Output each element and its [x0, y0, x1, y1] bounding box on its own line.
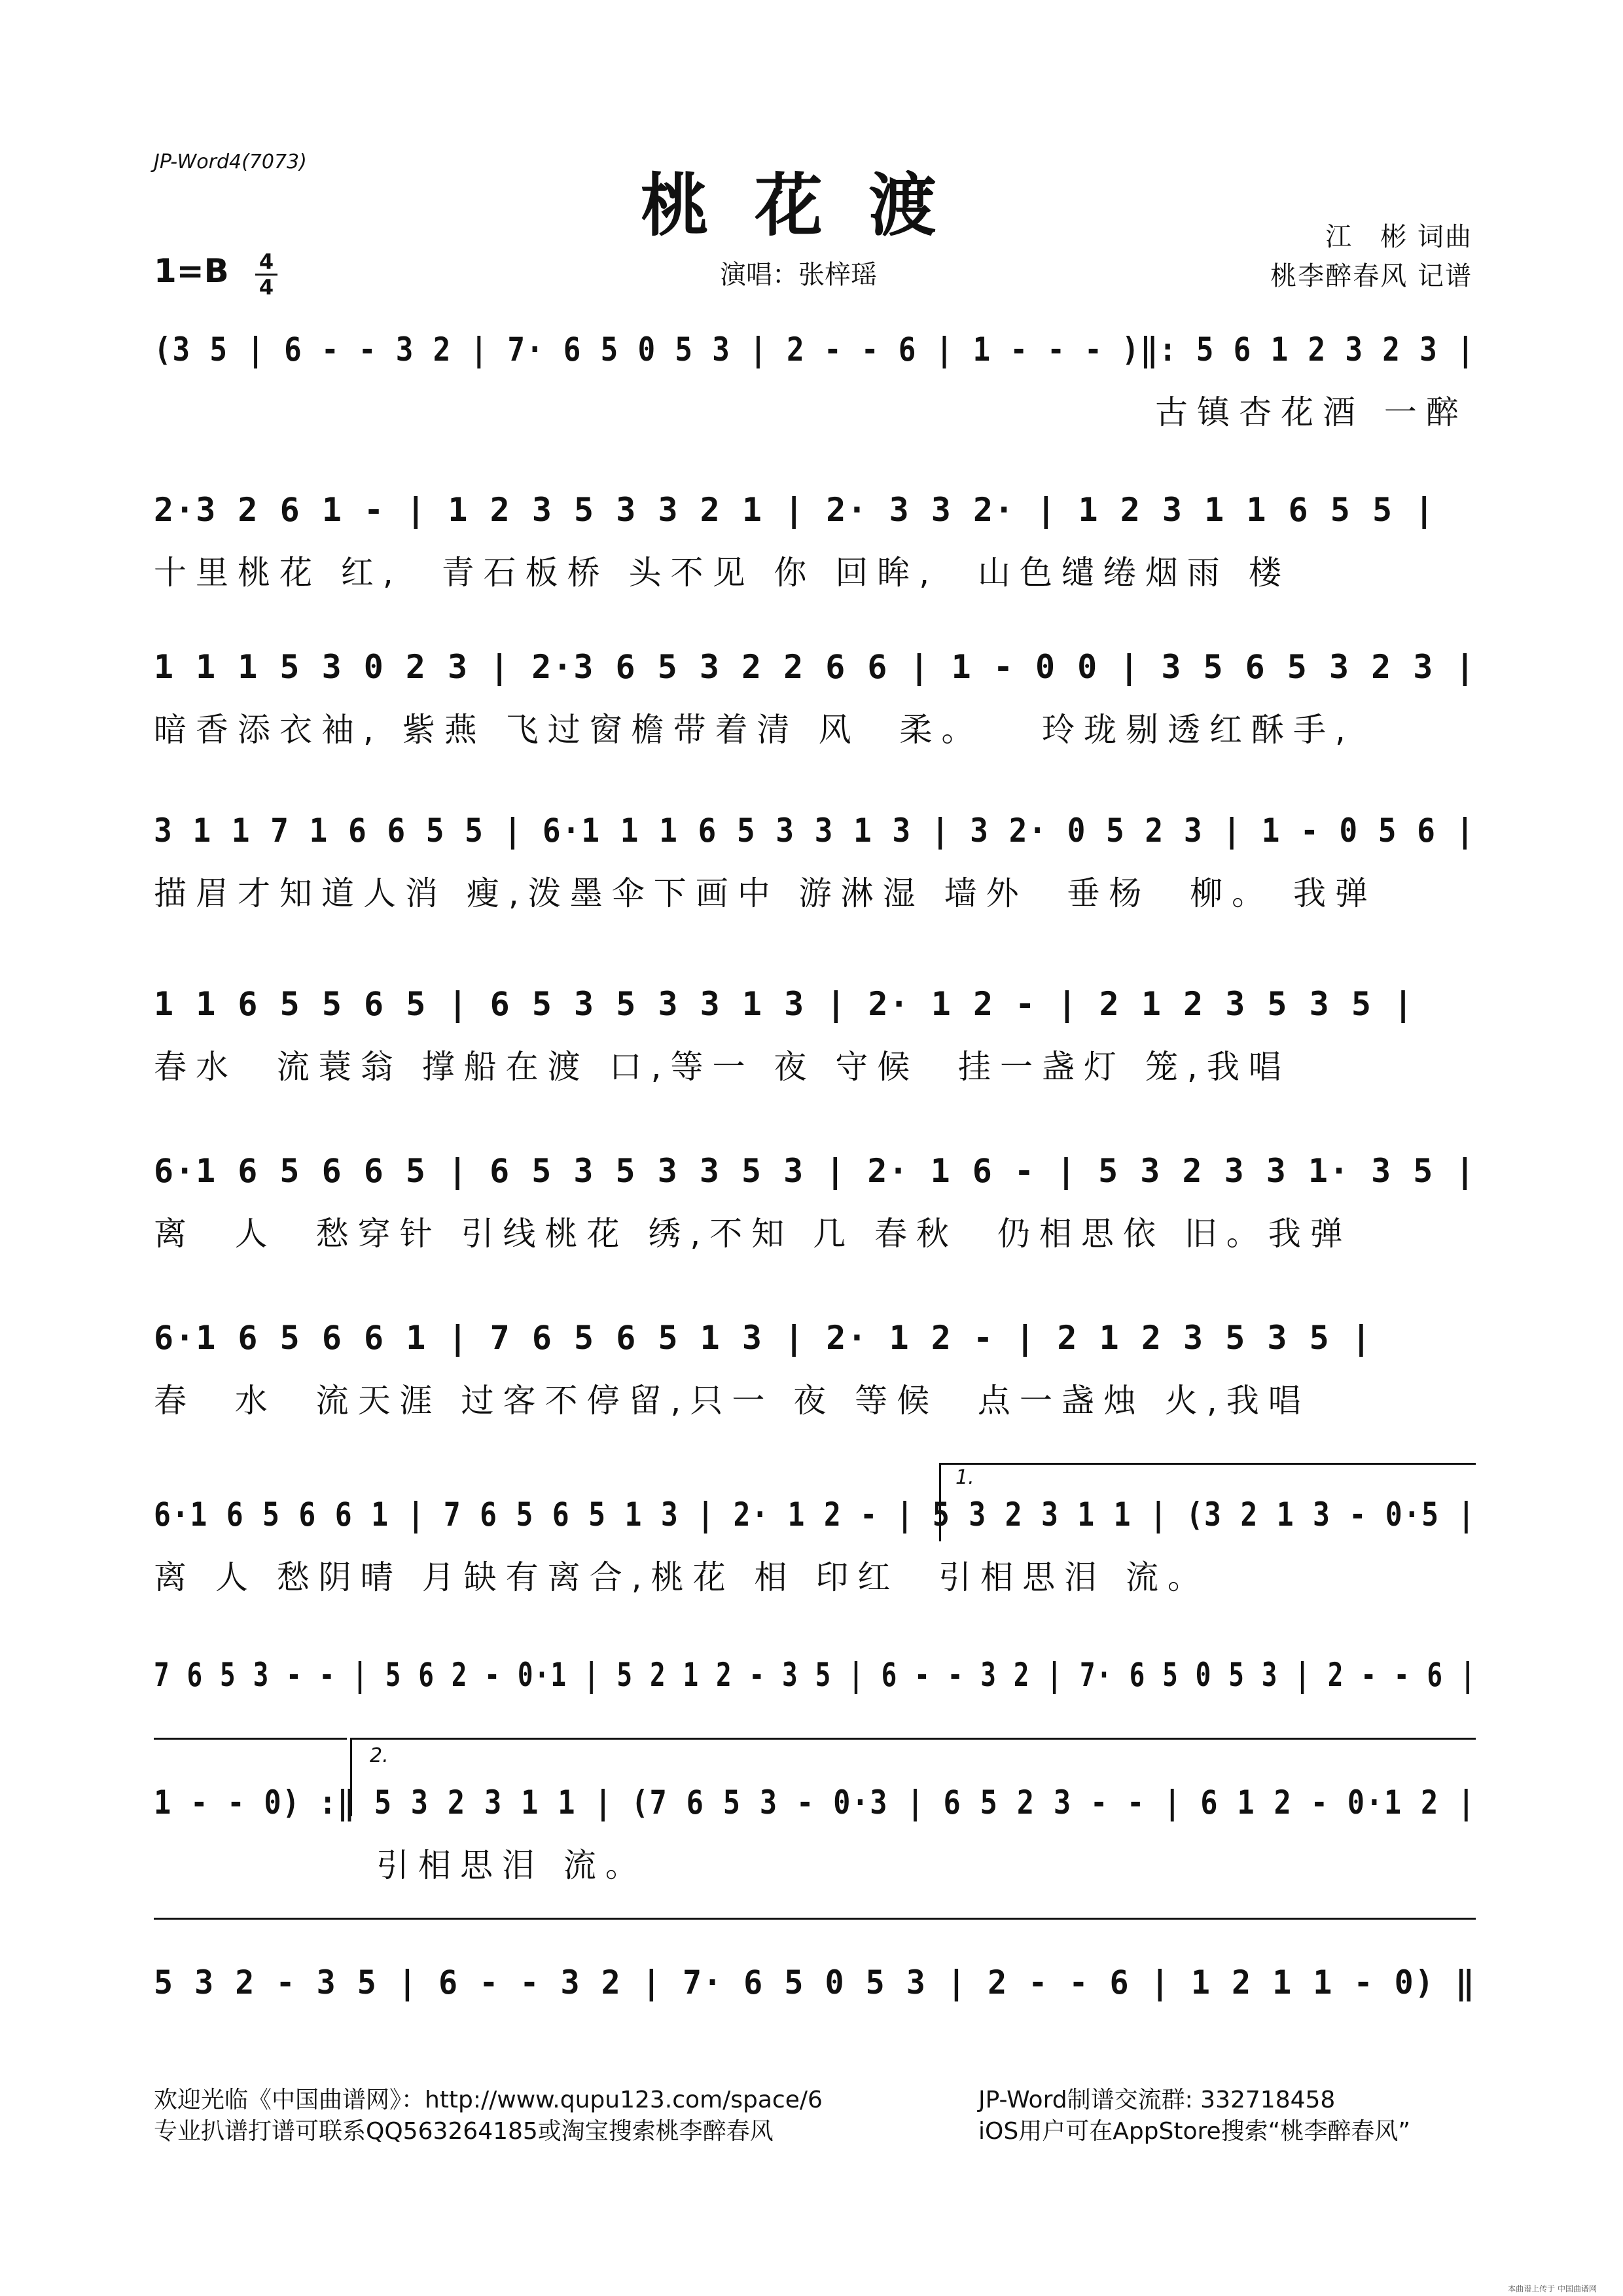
notation-line: 6·1 6 5 6 6 5 | 6 5 3 5 3 3 5 3 | 2· 1 6 - | 5 3 2 3 3 1· 3 5 | — [154, 1152, 1476, 1190]
time-signature-bottom: 4 — [255, 274, 277, 299]
notation-line: 1 - - 0) :‖ 5 3 2 3 1 1 | (7 6 5 3 - 0·3 | 6 5 2 3 - - | 6 1 2 - 0·1 2 | — [154, 1784, 1476, 1821]
site-watermark: 本曲谱上传于 中国曲谱网 — [1508, 2284, 1597, 2293]
song-title: 桃花渡 — [640, 165, 982, 245]
footer-appstore: iOS用户可在AppStore搜索“桃李醉春风” — [978, 2118, 1410, 2145]
notation-line: 2·3 2 6 1 - | 1 2 3 5 3 3 2 1 | 2· 3 3 2· | 1 2 3 1 1 6 5 5 | — [154, 491, 1436, 529]
software-version: JP-Word4(7073) — [154, 151, 307, 173]
staff-rule — [154, 1918, 1476, 1920]
notation-line: 6·1 6 5 6 6 1 | 7 6 5 6 5 1 3 | 2· 1 2 - | 5 3 2 3 1 1 | (3 2 1 3 - 0·5 | — [154, 1496, 1476, 1534]
lyric-line: 离 人 愁穿针 引线桃花 绣,不知 几 春秋 仍相思依 旧。我弹 — [154, 1215, 1352, 1253]
notation-line: 5 3 2 - 3 5 | 6 - - 3 2 | 7· 6 5 0 5 3 | 2 - - 6 | 1 2 1 1 - 0) ‖ — [154, 1964, 1476, 2001]
key-signature: 1=B — [154, 252, 229, 290]
singer-credit: 演唱：张梓瑶 — [720, 260, 877, 290]
volta-bracket — [350, 1738, 1476, 1740]
lyric-line: 古镇杏花酒 一醉 — [1155, 393, 1468, 431]
notation-line: (3 5 | 6 - - 3 2 | 7· 6 5 0 5 3 | 2 - - 6 | 1 - - - )‖: 5 6 1 2 3 2 3 | — [154, 331, 1476, 368]
lyric-line: 暗香添衣袖, 紫燕 飞过窗檐带着清 风 柔。 玲珑剔透红酥手, — [154, 711, 1355, 749]
lyric-line: 春水 流蓑翁 撑船在渡 口,等一 夜 守候 挂一盏灯 笼,我唱 — [154, 1048, 1291, 1086]
lyric-line: 引相思泪 流。 — [376, 1846, 647, 1884]
composer-credit: 江 彬 词曲 — [1325, 222, 1472, 252]
notation-line: 3 1 1 7 1 6 6 5 5 | 6·1 1 1 6 5 3 3 1 3 | 3 2· 0 5 2 3 | 1 - 0 5 6 | — [154, 812, 1476, 850]
notation-line: 6·1 6 5 6 6 1 | 7 6 5 6 5 1 3 | 2· 1 2 - | 2 1 2 3 5 3 5 | — [154, 1319, 1372, 1357]
volta-bracket-continuation — [154, 1738, 347, 1740]
notation-line: 1 1 1 5 3 0 2 3 | 2·3 6 5 3 2 2 6 6 | 1 - 0 0 | 3 5 6 5 3 2 3 | — [154, 648, 1476, 686]
footer-website: 欢迎光临《中国曲谱网》：http://www.qupu123.com/space/6 — [154, 2087, 823, 2113]
lyric-line: 描眉才知道人消 瘦,泼墨伞下画中 游淋湿 墙外 垂杨 柳。 我弹 — [154, 874, 1378, 912]
transcriber-credit: 桃李醉春风 记谱 — [1270, 261, 1472, 291]
footer-contact: 专业扒谱打谱可联系QQ563264185或淘宝搜索桃李醉春风 — [154, 2118, 774, 2145]
notation-line: 7 6 5 3 - - | 5 6 2 - 0·1 | 5 2 1 2 - 3 5 | 6 - - 3 2 | 7· 6 5 0 5 3 | 2 - - 6 | — [154, 1656, 1477, 1694]
lyric-line: 春 水 流天涯 过客不停留,只一 夜 等候 点一盏烛 火,我唱 — [154, 1382, 1310, 1420]
volta-first-ending: 1. — [955, 1466, 974, 1489]
time-signature-top: 4 — [259, 249, 274, 274]
notation-line: 1 1 6 5 5 6 5 | 6 5 3 5 3 3 1 3 | 2· 1 2 - | 2 1 2 3 5 3 5 | — [154, 985, 1415, 1023]
lyric-line: 离 人 愁阴晴 月缺有离合,桃花 相 印红 引相思泪 流。 — [154, 1558, 1210, 1596]
volta-bracket — [939, 1463, 1476, 1465]
volta-second-ending: 2. — [370, 1744, 389, 1767]
time-signature — [255, 250, 277, 299]
lyric-line: 十里桃花 红, 青石板桥 头不见 你 回眸, 山色缱绻烟雨 楼 — [154, 554, 1291, 592]
footer-group: JP-Word制谱交流群: 332718458 — [978, 2087, 1336, 2113]
